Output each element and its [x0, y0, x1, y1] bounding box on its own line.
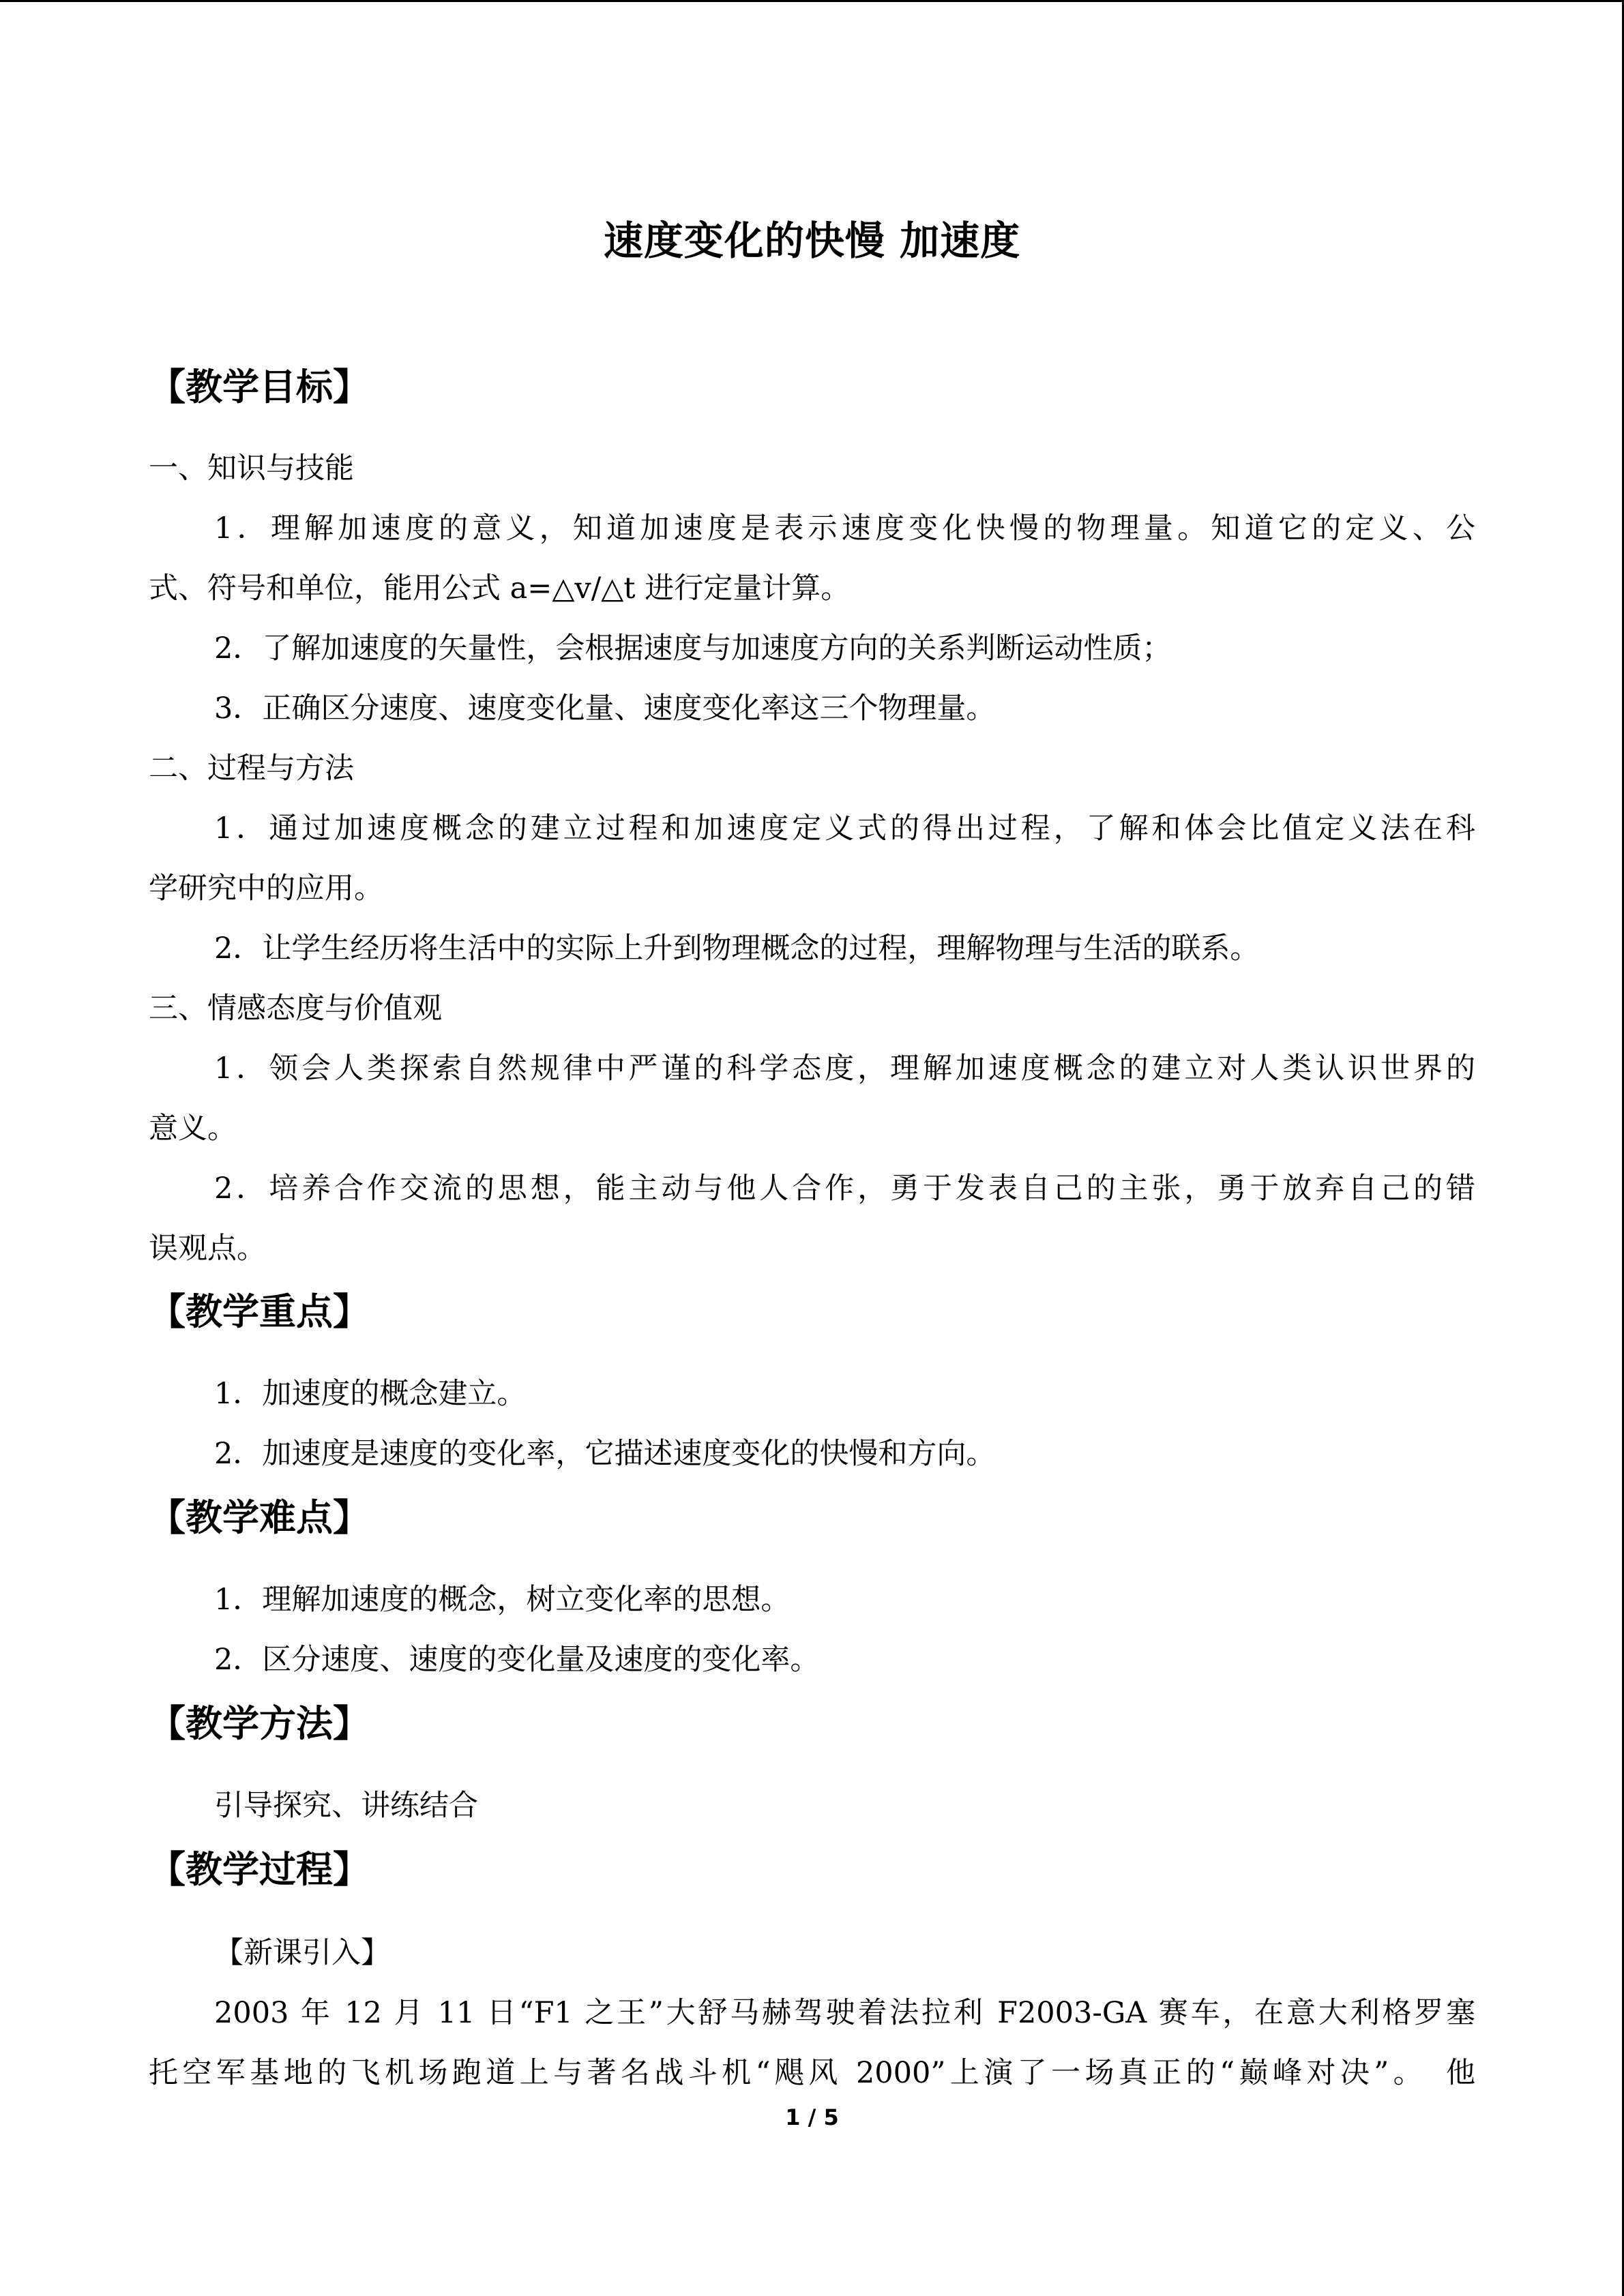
knowledge-item-2: 2．了解加速度的矢量性，会根据速度与加速度方向的关系判断运动性质；: [214, 631, 1172, 666]
page-title: 速度变化的快慢 加速度: [603, 218, 1021, 264]
knowledge-item-1-line-1: 1．理解加速度的意义，知道加速度是表示速度变化快慢的物理量。知道它的定义、公: [214, 511, 1475, 546]
emotion-item-1-line-2: 意义。: [149, 1112, 237, 1146]
knowledge-heading: 一、知识与技能: [149, 451, 354, 486]
emotion-heading: 三、情感态度与价值观: [149, 992, 442, 1026]
process-item-2: 2．让学生经历将生活中的实际上升到物理概念的过程，理解物理与生活的联系。: [214, 931, 1260, 966]
key-point-2: 2．加速度是速度的变化率，它描述速度变化的快慢和方向。: [214, 1437, 996, 1471]
emotion-item-2-line-2: 误观点。: [149, 1232, 266, 1266]
process-item-1-line-1: 1．通过加速度概念的建立过程和加速度定义式的得出过程，了解和体会比值定义法在科: [214, 811, 1475, 846]
intro-paragraph-line-1: 2003 年 12 月 11 日“F1 之王”大舒马赫驾驶着法拉利 F2003-GA 赛车，在意大利格罗塞: [214, 1996, 1475, 2030]
emotion-item-1-line-1: 1．领会人类探索自然规律中严谨的科学态度，理解加速度概念的建立对人类认识世界的: [214, 1052, 1475, 1086]
intro-paragraph-line-2: 托空军基地的飞机场跑道上与著名战斗机“飓风 2000”上演了一场真正的“巅峰对决”。 他: [149, 2056, 1475, 2090]
intro-label: 【新课引入】: [214, 1936, 390, 1970]
knowledge-item-3: 3．正确区分速度、速度变化量、速度变化率这三个物理量。: [214, 691, 996, 726]
method-heading: 【教学方法】: [149, 1702, 370, 1745]
page-number: 1 / 5: [785, 2104, 839, 2130]
key-point-1: 1．加速度的概念建立。: [214, 1377, 527, 1411]
teaching-process-heading: 【教学过程】: [149, 1848, 370, 1891]
emotion-item-2-line-1: 2．培养合作交流的思想，能主动与他人合作，勇于发表自己的主张，勇于放弃自己的错: [214, 1172, 1475, 1206]
process-item-1-line-2: 学研究中的应用。: [149, 871, 383, 906]
objectives-heading: 【教学目标】: [149, 366, 370, 408]
difficulty-point-1: 1．理解加速度的概念，树立变化率的思想。: [214, 1583, 791, 1617]
process-heading: 二、过程与方法: [149, 751, 354, 786]
difficulty-heading: 【教学难点】: [149, 1496, 370, 1539]
method-text: 引导探究、讲练结合: [214, 1789, 478, 1823]
difficulty-point-2: 2．区分速度、速度的变化量及速度的变化率。: [214, 1643, 820, 1677]
knowledge-item-1-line-2: 式、符号和单位，能用公式 a=△v/△t 进行定量计算。: [149, 571, 851, 606]
key-points-heading: 【教学重点】: [149, 1290, 370, 1333]
